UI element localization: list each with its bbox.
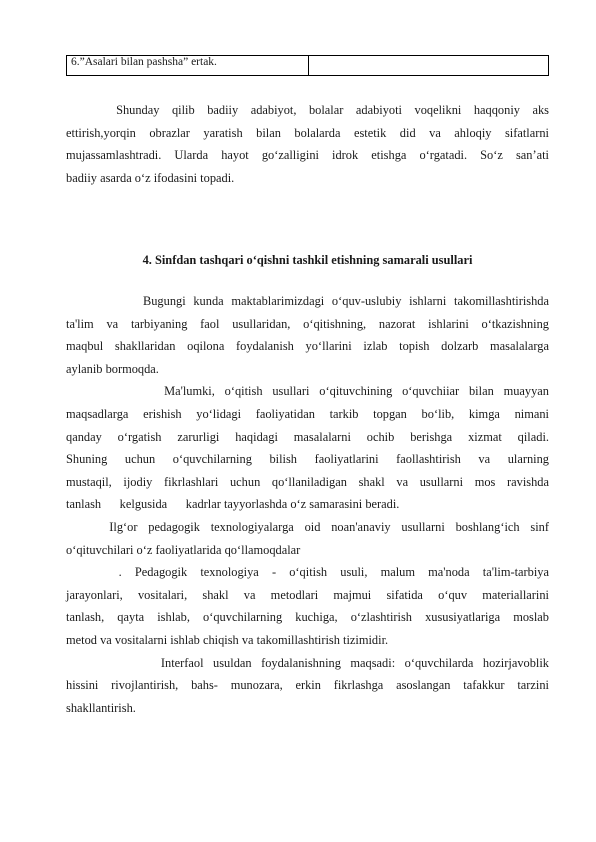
text-line: Shuning uchun o‘quvchilarning bilish faoliyatlarini faollashtirish va ularning <box>66 452 549 467</box>
text-line: metod va vositalarni ishlab chiqish va takomillashtirish tizimidir. <box>66 632 389 647</box>
intro-paragraph <box>66 99 549 189</box>
text-line: qanday o‘rgatish zarurligi haqidagi masalalarni ochib berishga xizmat qiladi. <box>66 429 549 444</box>
text-line: Ma'lumki, o‘qitish usullari o‘qituvchining o‘quvchiiar bilan muayyan <box>66 384 549 399</box>
text-line: ettirish,yorqin obrazlar yaratish bilan bolalarda estetik did va ahloqiy sifatlarni <box>66 125 549 140</box>
text-line: ta'lim va tarbiyaning faol usullaridan, o‘qitishning, nazorat ishlarini o‘tkazishning <box>66 316 549 331</box>
text-line: tanlash, qayta ishlab, o‘quvchilarning kuchiga, o‘zlashtirish xususiyatlariga moslab <box>66 610 549 625</box>
text-line: Ilg‘or pedagogik texnologiyalarga oid noan'anaviy usullarni boshlang‘ich sinf <box>66 519 549 534</box>
text-line: maqsadlarga erishish yo‘lidagi faoliyatidan tarkib topgan bo‘lib, kimga nimani <box>66 406 549 421</box>
text-line: aylanib bormoqda. <box>66 361 159 376</box>
table-cell-title: 6.”Asalari bilan pashsha” ertak. <box>67 56 309 76</box>
story-table <box>66 55 549 76</box>
section-heading: 4. Sinfdan tashqari o‘qishni tashkil etishning samarali usullari <box>142 253 473 267</box>
text-line: mujassamlashtradi. Ularda hayot go‘zalligini idrok etishga o‘rgatadi. So‘z san’ati <box>66 148 549 163</box>
text-line: o‘qituvchilari o‘z faoliyatlarida qo‘llamoqdalar <box>66 542 301 557</box>
text-line: Shunday qilib badiiy adabiyot, bolalar adabiyoti voqelikni haqqoniy aks <box>66 103 549 117</box>
table-cell-empty <box>309 56 549 76</box>
text-line: . Pedagogik texnologiya - o‘qitish usuli, malum ma'noda ta'lim-tarbiya <box>66 565 549 580</box>
text-line: Bugungi kunda maktablarimizdagi o‘quv-uslubiy ishlarni takomillashtirishda <box>66 294 549 308</box>
table-row <box>67 56 549 76</box>
text-line: jarayonlari, vositalari, shakl va metodlari majmui sifatida o‘quv materiallarini <box>66 587 549 602</box>
text-line: hissini rivojlantirish, bahs- munozara, erkin fikrlashga asoslangan tafakkur tarzini <box>66 678 549 693</box>
body-text <box>66 290 549 719</box>
text-line: Interfaol usuldan foydalanishning maqsadi: o‘quvchilarda hozirjavoblik <box>66 655 549 670</box>
text-line: badiiy asarda o‘z ifodasini topadi. <box>66 170 235 185</box>
text-line: shakllantirish. <box>66 700 136 715</box>
text-line: mustaqil, ijodiy fikrlashlari uchun qo‘llaniladigan shakl va usullarni mos ravishda <box>66 474 549 489</box>
text-line: tanlash kelgusida kadrlar tayyorlashda o‘z samarasini beradi. <box>66 497 400 512</box>
text-line: maqbul shakllaridan oqilona foydalanish yo‘llarini izlab topish dolzarb masalalarga <box>66 339 549 354</box>
